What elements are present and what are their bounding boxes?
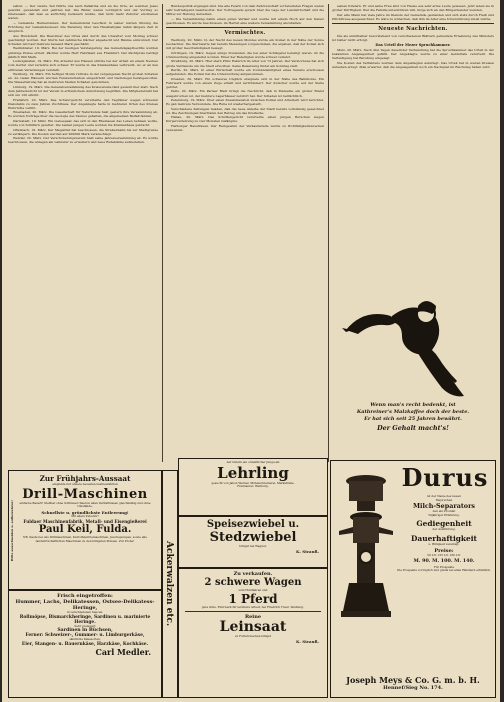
- ad-durus-sub-4: 50jähriger Erfahrung.: [428, 512, 460, 517]
- ad-pferd-top: Zu verkaufen.: [233, 571, 273, 577]
- ad-fish-signer: Carl Medler.: [95, 646, 151, 657]
- ad-fish-line-7: Ferner: Schweizer-, Gummer- u. Limburgerkäse,: [25, 633, 145, 638]
- article-paragraph: Bundespolitik ergangen sind. Die alle Feiern von dem Zuhörerschaft vorbereiteten Fragen waren sehr befriedigend beantwortet. Der Vortragende sprach über die Lage der Landwirtschaft und die Mittel zur Hebung derselben.: [166, 4, 325, 17]
- article-paragraph: Berlin, 20. März. In einer Wirtschaft wurde ein Vorstandsmitglied eines Vereins erschossen aufgefunden. Die Polizei hat die Untersuchung aufgenommen.: [166, 68, 324, 77]
- lehrling-ad: [178, 458, 328, 516]
- column-divider: [162, 4, 163, 462]
- article-paragraph: Metz, 20. März. Nach drei Tagen dauernder Verhandlung hat die Spruchkammer das Urteil in der bekannten Angelegenheit gefällt. Der Angeklagte wurde zu einer Geldstrafe verurteilt. Die Verteidigung hat Berufung eingelegt.: [332, 47, 494, 61]
- ad-leinsaat-title: Leinsaat: [219, 619, 287, 635]
- ad-fish-line-3: in verschiedenen Saucen.: [66, 610, 104, 614]
- ad-fish-line-8: sämtliche Käsesorten,: [69, 637, 101, 641]
- article-paragraph: Die Kosten des Verfahrens wurden dem Angeklagten auferlegt. Das Urteil hat in weiten Kreisen Aufsehen erregt. Man erwartet, daß die Angelegenheit noch ein Nachspiel im Reichstag haben wird.: [332, 60, 494, 69]
- ad-leinsaat-sub: zu Futterzwecken billigst: [235, 634, 271, 638]
- article-paragraph: — Gemeinde Heimersleben. Der Gemeinderat beschloß in seiner letzten Sitzung die Erhöhung der Gemeindesteuer. Die Beratung über den Haushaltplan nahm längere Zeit in Anspruch.: [8, 20, 158, 34]
- ad-drill-title: Zur Frühjahrs-Aussaat: [39, 474, 131, 483]
- ad-drill-offer: Schnellste u. gründlichste Entleerung!: [41, 509, 129, 515]
- pferd-leinsaat-ad: [178, 568, 328, 698]
- kathreiner-ad: [332, 270, 494, 458]
- article-paragraph: Göttingen, 19. März. Gegen einige Studenten, die bei einer Schlägerei beteiligt waren, ist die Untersuchung eingeleitet worden. Einer der Beteiligten wurde schwer verletzt.: [166, 50, 324, 59]
- durus-separator-ad: [330, 460, 496, 698]
- ad-lehrling-top: Auf Ostern ein ordentlicher Junge als: [226, 460, 280, 464]
- article-paragraph: Weilmünster, 19. März. Bei der heutigen Versteigerung des Gemeindejagdbezirks wurden günstige Preise erzielt. Pächter wurde Herr Fabrikant aus Frankfurt. Der Pachtpreis beträgt jährlich 800 Mark.: [8, 46, 158, 59]
- ad-fish-line-9: Eier, Stangen- u. Bauernkäse, Harzkäse, Kochkäse.: [21, 641, 149, 647]
- section-title-vermischtes: Vermischtes.: [224, 30, 266, 37]
- ad-drill-company: Fuldaer Maschinenfabrik, Metall- und Eisengießerei: [23, 519, 147, 524]
- ad-zwiebel-signer: K. Strauß.: [295, 548, 319, 554]
- article-paragraph: Limburg, 19. März. Die Generalversammlung des Kreisvereins fand gestern hier statt. Nach dem Jahresbericht ist der Verein in erfreulichem Aufschwung begriffen. Die Mitgliederzahl hat sich um 120 erhöht.: [8, 84, 158, 98]
- ad-fish-line-5: Sehr preiswert: [74, 623, 96, 628]
- article-paragraph: Ludwigshafen, 19. März. Ein Arbeiter aus Hausen stürzte bei der Arbeit an einem Neubau vom Gerüst und verletzte sich schwer. Er wurde in das Krankenhaus verbracht, wo er an den erlittenen Verletzungen verstarb.: [8, 59, 158, 72]
- article-paragraph: Weilburg, 20. März. In der Nacht des neuen Mondes wurde ein Komet in der Nähe der Sonne beobachtet. Die Sternwarte hat bereits Messungen vorgenommen, die ergaben, daß der Komet sich mit großer Geschwindigkeit bewegt.: [166, 38, 324, 51]
- article-paragraph: Verschiedene Zeitungen melden, daß die neue Anleihe der Stadt bereits vollständig gezeichnet ist. Die Zeichnungen übertrafen den Betrag um das Dreifache.: [166, 106, 324, 115]
- ad-durus-sub-6: Die Prospekte vorzüglich und gratis bei allen Händlern erhältlich.: [397, 568, 491, 572]
- ad-durus-highlight-2-sub: u. Billigkeit vereinigt.: [428, 541, 460, 546]
- ad-durus-prices-label: Preise:: [434, 548, 454, 554]
- article-paragraph: Der alte Mann hat viele Jahre im Dienste der Gemeinde gestanden und sich stets durch Fleiß und Pflichttreue ausgezeichnet. Es wäre zu wünschen, daß ihm im Alter eine Unterstützung zuteil würde.: [332, 12, 494, 21]
- ad-drill-prices: Mit allem Zubehör!: [71, 513, 99, 518]
- ad-pferd-num: 1 Pferd: [228, 591, 278, 606]
- ad-lehrling-body: gesucht von Jakob Werner, Möbelschreinerei, Markstraße.: [211, 480, 295, 485]
- ad-lehrling-title: Lehrling: [217, 463, 289, 482]
- ad-leinsaat-header: Reine: [244, 614, 262, 620]
- article-paragraph: Petersburg, 19. März. Über einen Zusammenstoß zwischen Polizei und Arbeitern wird berichtet. Es gab mehrere Verwundete. Die Ruhe ist wiederhergestellt.: [166, 98, 324, 107]
- ad-lehrling-pricelist: Freimaurer, Weilburg.: [237, 484, 269, 488]
- woman-pointing-illustration: [332, 270, 494, 400]
- milk-separator-illustration: [335, 471, 397, 621]
- kathreiner-line-4: Der Gehalt macht's!: [377, 424, 449, 432]
- ad-vertical-text: Ackerwalzen etc.: [164, 541, 174, 627]
- ad-durus-highlight: Gediegenheit: [416, 519, 472, 528]
- article-paragraph: Darmstadt, 19. März. Ein Liebespaar, das sich in den Rheinauen das Leben nehmen wollte, wurde von Schiffern gerettet. Die beiden jungen Leute wurden ins Krankenhaus gebracht.: [8, 118, 158, 128]
- article-paragraph: Dresden, 20. März. Ein schweres Unglück ereignete sich in der Nähe des Bahnhofes. Ein Fuhrwerk wurde von einem Zuge erfaßt und zertrümmert. Der Kutscher wurde auf der Stelle getötet.: [166, 76, 324, 89]
- article-paragraph: Aus Hundstadt. Die Bewohner des Ortes sind durch das Unwetter vom Montag schwer geschädigt worden. Der Sturm hat zahlreiche Dächer abgedeckt und Bäume entwurzelt. Der Schaden wird auf mehrere tausend Mark geschätzt.: [8, 33, 158, 46]
- ad-zwiebel-body: billigst bei Wagner,: [239, 544, 267, 548]
- divider: [166, 27, 324, 28]
- divider: [332, 23, 494, 24]
- ad-fish-line-2: Hummer, Lachs, Delikatessen, Ostsee-Delikatess-Heringe,: [15, 599, 155, 611]
- ad-fish-line-6: Sardinen in Büchsen,: [57, 628, 113, 633]
- ad-drill-vertical-note: Bitte ausschneiden u. aufbewahren!: [10, 500, 14, 562]
- article-paragraph: Wiesbaden, 20. März. Die Gesellschaft für Naturkunde hielt gestern ihre Versammlung ab. Es wurden Vorträge über die Geologie des Taunus gehalten, die allgemeinen Beifall fanden.: [8, 110, 158, 119]
- article-paragraph: — Die Versammlung nahm einen guten Verlauf und wurde mit einem Hoch auf den Kaiser geschlossen. Es wurde beschlossen, im Herbst eine weitere Versammlung abzuhalten.: [166, 16, 324, 25]
- kathreiner-line-3: Er hat sich seit 25 Jahren bewährt.: [364, 416, 462, 422]
- ad-fish-line-4: Rollmöpse, Bismarckheringe, Sardinen u. marinierte Heringe.: [19, 614, 151, 625]
- ad-fish-line-1: Frisch eingetroffen:: [57, 593, 113, 599]
- column-1: [8, 4, 158, 145]
- article-paragraph: Harburger Hausfrauen. Der Reingewinn der Verkaufsstelle wurde zu Wohltätigkeitszwecken verwendet.: [166, 123, 324, 133]
- article-paragraph: selbst. — Der zweite Teil führte uns nach Palästina und an die Orte, an welchen Jesus gewirkt, gewandelt und gelitten hat. Die Bilder waren vorzüglich und der Vortrag so interessant, daß man es aufrichtig bedauern mußte, daß nicht mehr Zuhörer erschienen waren.: [8, 4, 158, 21]
- ad-leinsaat-signer: K. Strauß.: [295, 638, 319, 644]
- ad-drill-note: NB. Kaufe bei uns Drillmaschinen, Kartoffelerntemaschinen, Jauchepumpen, sowie alle landwirtschaftlichen Maschinen zu den billigsten Preisen. Zur Probe!: [23, 535, 147, 543]
- article-paragraph: Frankfurt, 20. März. Das Schwurgericht verurteilte den Taglöhner wegen schweren Diebstahls zu zwei Jahren Zuchthaus. Der Angeklagte hatte in mehreren Orten des Kreises Einbrüche verübt.: [8, 97, 158, 110]
- divider: [185, 611, 321, 612]
- article-paragraph: Weilburg, 19. März. Ein heftiger Sturm richtete in der vergangenen Nacht großen Schaden an. An vielen Häusern wurden Fensterscheiben eingedrückt und Dachziegel herabgeworfen. Die Wasserleitung hat an mehreren Stellen Schaden genommen.: [8, 71, 158, 85]
- ad-zwiebel-title-2: Stedzwiebel: [209, 530, 297, 545]
- kathreiner-line-2: Kathreiner's Malzkaffee doch der beste.: [356, 409, 470, 415]
- ad-durus-highlight-sub: der Ausführung.: [432, 527, 456, 531]
- ad-durus-product: Milch-Separators: [412, 502, 476, 510]
- ad-pferd-title: 2 schwere Wagen: [204, 577, 302, 588]
- ad-pferd-body: zum Holzfahren und: [238, 588, 268, 592]
- ackerwalzen-vertical-ad: [162, 470, 178, 698]
- ad-durus-brand: Durus: [401, 463, 489, 492]
- column-2: [166, 4, 324, 132]
- article-paragraph: Straßburg, 20. März. Hier starb Prinz Heinrich im Alter von 72 Jahren. Der Verstorbene hat sich große Verdienste um die Stadt erworben. Seine Beisetzung findet am Sonntag statt.: [166, 59, 324, 68]
- ad-durus-sub-1: ist der Name des neuen: [427, 494, 461, 498]
- kathreiner-line-1: Wenn man's recht bedenkt, ist: [370, 402, 456, 408]
- ad-durus-sub-2: Meys'schen: [435, 497, 453, 502]
- article-paragraph: Die als unmittelbar bevorstehend von verschiedenen Blättern gemeldete Ernennung des Ministers ist bisher nicht erfolgt.: [332, 33, 494, 43]
- ad-durus-prices: 50 Ltr. 125 Ltr. 160 Ltr.: [427, 553, 461, 557]
- ad-pferd-note: gute Güte, Fuhrwerk für leichtere Arbeit, bei Friedrich Traut. Weilburg.: [201, 604, 305, 609]
- ad-drill-headline: Drill-Maschinen: [22, 486, 148, 502]
- article-paragraph: Hanau, 20. März. Das Schöffengericht verurteilte einen jungen Burschen wegen Körperverletzung zu vier Monaten Gefängnis.: [166, 115, 324, 124]
- section-title-neueste-nachrichten: Neueste Nachrichten.: [378, 25, 448, 32]
- column-divider: [328, 4, 329, 462]
- ad-zwiebel-title-1: Speisezwiebel u.: [206, 519, 300, 530]
- ad-drill-owner: Paul Keil, Fulda.: [38, 524, 132, 535]
- column-3: [332, 4, 494, 69]
- article-paragraph: seinen Kindern. Er und seine Frau sind von Hause aus sehr arme Leute gewesen. Jetzt leben sie in großer Dürftigkeit. Wer die Familie unterstützen will, möge sich an den Bürgermeister wenden.: [332, 4, 494, 13]
- ad-durus-address: Hennef/Sieg No. 174.: [383, 685, 443, 691]
- ad-drill-sub: empfehle mir unsere neuesten bestbewährten: [52, 482, 118, 486]
- article-paragraph: Paris, 20. März. Ein Pariser Blatt bringt die Nachricht, daß in Marseille ein großer Brand ausgebrochen ist, der mehrere Lagerhäuser zerstört hat. Der Schaden ist beträchtlich.: [166, 89, 324, 98]
- article-paragraph: Offenbach, 19. März. Der Magistrat hat beschlossen, die Straßenbahn bis zur Stadtgrenze zu verlängern. Die Kosten werden auf 200000 Mark veranschlagt.: [8, 127, 158, 136]
- ad-durus-sub-3: den ein Produkt: [432, 509, 456, 513]
- ad-durus-price-values: M. 90. M. 100. M. 140.: [413, 557, 475, 564]
- ad-drill-features: einfache Bauart! Stellbar ohne Schlüssel! Säen in allen Verhältnissen gleichmäßig und ohne Umstände.: [19, 500, 151, 508]
- article-subhead: Das Urteil der Mezer Spruchkammer.: [375, 43, 451, 48]
- zwiebel-ad: [178, 516, 328, 568]
- article-paragraph: Wetzlar, 20. März. Der Verschönerungsverein hielt seine Jahresversammlung ab. Es wurde beschlossen, die Anlagen am Lahnufer zu erweitern und neue Ruhebänke aufzustellen.: [8, 136, 158, 145]
- ad-durus-company: Joseph Meys & Co. G. m. b. H.: [346, 675, 480, 685]
- drill-machines-ad: [8, 470, 162, 590]
- newspaper-page: [2, 0, 500, 702]
- fish-cheese-ad: [8, 590, 162, 698]
- ad-durus-highlight-2: Dauerhaftigkeit: [411, 533, 477, 543]
- ad-durus-sub-5: Für Prospekte: [433, 564, 455, 569]
